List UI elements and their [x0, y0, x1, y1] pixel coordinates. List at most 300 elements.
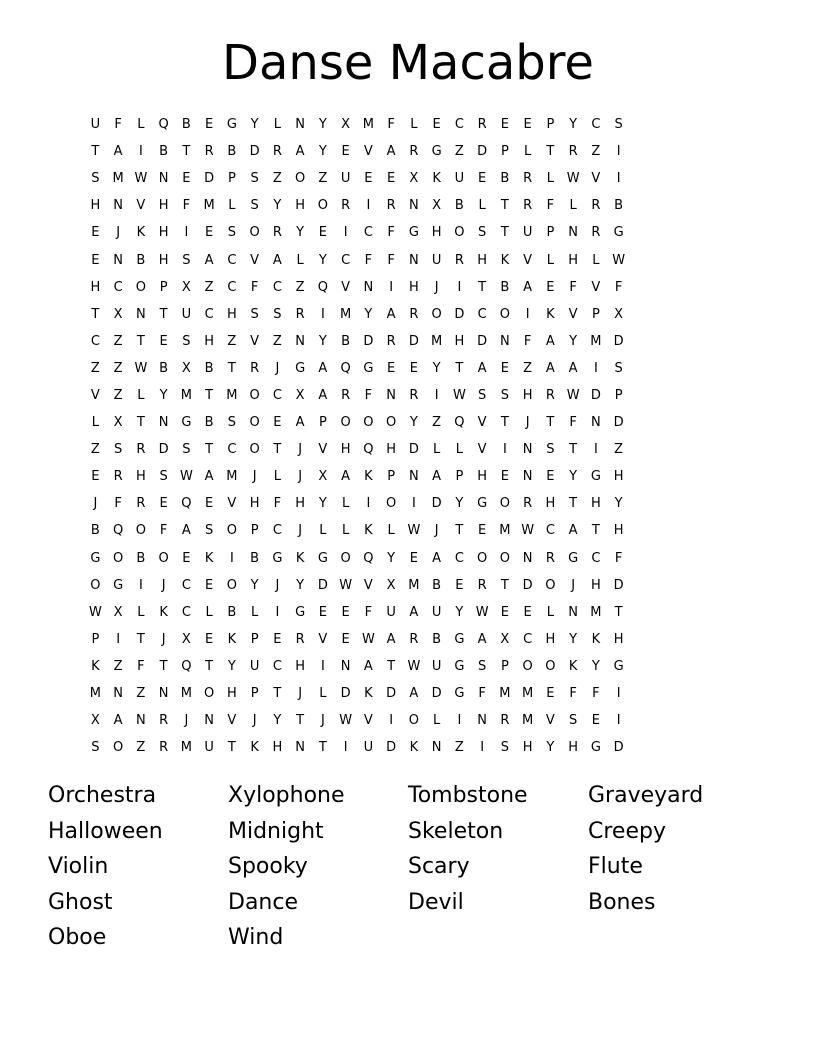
- grid-letter: S: [477, 225, 487, 241]
- grid-letter: O: [363, 415, 374, 431]
- grid-letter: C: [181, 604, 191, 620]
- grid-letter: R: [477, 577, 487, 593]
- grid-letter: Y: [318, 333, 327, 349]
- grid-letter: E: [91, 252, 100, 268]
- grid-letter: Z: [204, 279, 214, 295]
- grid-letter: F: [592, 686, 600, 702]
- grid-letter: F: [114, 117, 122, 133]
- grid-letter: Q: [181, 658, 192, 674]
- grid-letter: S: [91, 171, 100, 187]
- grid-letter: D: [431, 686, 442, 702]
- grid-letter: M: [180, 740, 192, 756]
- grid-letter: T: [478, 279, 487, 295]
- grid-letter: M: [340, 306, 352, 322]
- grid-letter: Q: [113, 523, 124, 539]
- grid-row: [84, 517, 630, 544]
- grid-letter: H: [431, 225, 442, 241]
- grid-letter: R: [136, 442, 146, 458]
- grid-letter: C: [272, 279, 282, 295]
- grid-letter: E: [523, 604, 532, 620]
- grid-letter: X: [90, 713, 100, 729]
- grid-letter: D: [363, 333, 374, 349]
- grid-letter: T: [205, 658, 214, 674]
- word-list-item: Graveyard: [588, 783, 704, 808]
- grid-letter: M: [431, 333, 443, 349]
- grid-letter: O: [204, 686, 215, 702]
- grid-letter: E: [273, 415, 282, 431]
- grid-letter: T: [591, 523, 600, 539]
- grid-letter: D: [386, 686, 397, 702]
- grid-letter: E: [205, 117, 214, 133]
- grid-letter: Y: [273, 198, 282, 214]
- grid-letter: C: [591, 117, 601, 133]
- grid-letter: Z: [113, 360, 123, 376]
- grid-letter: H: [295, 658, 306, 674]
- grid-letter: G: [613, 658, 624, 674]
- grid-letter: D: [590, 387, 601, 403]
- grid-letter: L: [546, 171, 554, 187]
- grid-letter: I: [616, 144, 621, 160]
- grid-letter: Q: [181, 496, 192, 512]
- grid-letter: T: [227, 360, 236, 376]
- grid-letter: J: [275, 577, 280, 593]
- grid-letter: D: [408, 442, 419, 458]
- grid-letter: R: [250, 360, 260, 376]
- grid-letter: T: [455, 360, 464, 376]
- grid-letter: M: [499, 523, 511, 539]
- grid-letter: B: [227, 604, 237, 620]
- grid-letter: N: [477, 713, 487, 729]
- grid-letter: M: [112, 171, 124, 187]
- grid-letter: A: [363, 658, 373, 674]
- grid-letter: Y: [455, 496, 464, 512]
- grid-letter: L: [433, 713, 441, 729]
- grid-letter: A: [386, 144, 396, 160]
- grid-letter: M: [590, 604, 602, 620]
- grid-letter: E: [91, 225, 100, 241]
- grid-letter: L: [524, 144, 532, 160]
- grid-letter: T: [614, 604, 623, 620]
- grid-letter: E: [159, 333, 168, 349]
- grid-letter: N: [113, 686, 123, 702]
- grid-letter: T: [91, 306, 100, 322]
- grid-letter: E: [387, 360, 396, 376]
- grid-letter: Q: [363, 550, 374, 566]
- grid-letter: A: [272, 252, 282, 268]
- grid-letter: J: [298, 469, 303, 485]
- grid-letter: A: [318, 360, 328, 376]
- grid-letter: H: [613, 631, 624, 647]
- grid-letter: L: [546, 604, 554, 620]
- grid-letter: H: [545, 631, 556, 647]
- grid-letter: S: [614, 117, 623, 133]
- grid-letter: O: [158, 550, 169, 566]
- grid-letter: S: [273, 306, 282, 322]
- grid-letter: Z: [523, 360, 533, 376]
- grid-letter: C: [272, 523, 282, 539]
- grid-letter: D: [158, 442, 169, 458]
- grid-letter: N: [158, 686, 169, 702]
- grid-letter: R: [295, 631, 305, 647]
- grid-letter: I: [616, 171, 621, 187]
- grid-letter: T: [159, 306, 168, 322]
- grid-letter: C: [523, 631, 533, 647]
- grid-letter: O: [135, 523, 146, 539]
- grid-letter: W: [452, 387, 466, 403]
- grid-letter: E: [182, 171, 191, 187]
- grid-letter: T: [296, 713, 305, 729]
- grid-letter: O: [454, 225, 465, 241]
- grid-row: [84, 382, 630, 409]
- grid-letter: E: [478, 523, 487, 539]
- grid-letter: J: [93, 496, 98, 512]
- grid-letter: H: [522, 387, 533, 403]
- grid-letter: Q: [454, 415, 465, 431]
- grid-letter: B: [204, 360, 214, 376]
- grid-letter: L: [342, 523, 350, 539]
- grid-letter: E: [91, 469, 100, 485]
- grid-letter: G: [181, 415, 192, 431]
- grid-letter: R: [523, 496, 533, 512]
- grid-letter: A: [181, 523, 191, 539]
- grid-letter: H: [158, 198, 169, 214]
- grid-letter: N: [386, 387, 396, 403]
- grid-letter: I: [343, 740, 348, 756]
- grid-letter: O: [249, 442, 260, 458]
- grid-letter: V: [227, 713, 237, 729]
- grid-letter: L: [205, 604, 213, 620]
- grid-letter: F: [137, 658, 145, 674]
- grid-letter: Y: [364, 306, 373, 322]
- grid-letter: A: [341, 469, 351, 485]
- grid-letter: H: [204, 333, 215, 349]
- grid-letter: G: [477, 496, 488, 512]
- grid-letter: K: [91, 658, 100, 674]
- grid-letter: W: [407, 658, 421, 674]
- grid-letter: C: [454, 117, 464, 133]
- grid-letter: Y: [318, 496, 327, 512]
- grid-letter: Q: [317, 279, 328, 295]
- grid-letter: T: [205, 442, 214, 458]
- grid-letter: N: [409, 252, 419, 268]
- grid-letter: X: [318, 469, 328, 485]
- grid-letter: L: [592, 252, 600, 268]
- grid-letter: R: [341, 387, 351, 403]
- grid-letter: P: [91, 631, 100, 647]
- grid-letter: F: [523, 333, 532, 349]
- grid-letter: G: [590, 469, 601, 485]
- grid-letter: V: [591, 279, 601, 295]
- grid-letter: W: [566, 171, 580, 187]
- grid-letter: N: [409, 198, 419, 214]
- grid-letter: L: [137, 387, 145, 403]
- grid-letter: C: [545, 523, 555, 539]
- grid-letter: E: [182, 550, 191, 566]
- grid-letter: Y: [296, 225, 305, 241]
- grid-letter: T: [227, 740, 236, 756]
- word-list-item: Midnight: [228, 818, 324, 844]
- grid-row: [84, 734, 630, 761]
- grid-letter: B: [432, 631, 442, 647]
- grid-letter: H: [135, 469, 146, 485]
- grid-letter: W: [407, 523, 421, 539]
- grid-letter: W: [179, 469, 193, 485]
- grid-letter: F: [387, 252, 395, 268]
- grid-letter: X: [614, 306, 624, 322]
- grid-letter: H: [295, 496, 306, 512]
- grid-letter: T: [159, 658, 168, 674]
- grid-letter: P: [250, 631, 259, 647]
- grid-letter: P: [614, 387, 623, 403]
- grid-letter: G: [568, 550, 579, 566]
- grid-letter: L: [137, 604, 145, 620]
- grid-letter: K: [500, 252, 510, 268]
- grid-letter: T: [273, 442, 282, 458]
- grid-letter: F: [569, 415, 577, 431]
- word-list-item: Tombstone: [408, 783, 528, 808]
- grid-letter: C: [113, 279, 123, 295]
- grid-letter: V: [591, 171, 601, 187]
- grid-letter: G: [408, 225, 419, 241]
- grid-letter: H: [568, 252, 579, 268]
- grid-letter: Z: [113, 658, 123, 674]
- grid-letter: Y: [250, 577, 259, 593]
- grid-letter: P: [546, 225, 555, 241]
- grid-letter: J: [571, 577, 576, 593]
- grid-letter: T: [546, 415, 555, 431]
- grid-letter: K: [250, 740, 259, 756]
- grid-letter: S: [113, 442, 123, 458]
- grid-letter: Z: [227, 333, 237, 349]
- grid-letter: V: [477, 415, 487, 431]
- grid-letter: L: [319, 523, 327, 539]
- grid-letter: T: [569, 442, 578, 458]
- grid-letter: P: [159, 279, 168, 295]
- grid-letter: Z: [454, 144, 464, 160]
- grid-letter: B: [432, 577, 442, 593]
- grid-letter: C: [363, 225, 373, 241]
- grid-letter: K: [364, 469, 373, 485]
- grid-letter: D: [408, 333, 419, 349]
- grid-letter: E: [455, 577, 464, 593]
- grid-letter: Z: [90, 442, 100, 458]
- letter-grid: [84, 111, 630, 761]
- grid-letter: A: [113, 713, 123, 729]
- grid-letter: H: [522, 740, 533, 756]
- grid-letter: B: [159, 360, 169, 376]
- grid-row: [84, 409, 630, 436]
- grid-letter: C: [341, 252, 351, 268]
- grid-letter: O: [226, 523, 237, 539]
- grid-letter: F: [387, 117, 395, 133]
- grid-letter: T: [136, 631, 145, 647]
- grid-letter: K: [568, 658, 578, 674]
- grid-letter: U: [522, 225, 533, 241]
- grid-letter: Y: [569, 631, 578, 647]
- grid-letter: E: [205, 631, 214, 647]
- grid-letter: I: [366, 496, 371, 512]
- grid-letter: X: [409, 171, 419, 187]
- grid-letter: V: [250, 252, 260, 268]
- grid-letter: N: [158, 415, 169, 431]
- grid-letter: Q: [363, 442, 374, 458]
- grid-letter: Y: [227, 658, 236, 674]
- grid-letter: O: [545, 577, 556, 593]
- word-list-item: Flute: [588, 854, 643, 880]
- grid-letter: N: [522, 442, 533, 458]
- grid-letter: Y: [569, 333, 578, 349]
- grid-letter: V: [363, 577, 373, 593]
- grid-letter: G: [454, 658, 465, 674]
- grid-letter: F: [387, 225, 395, 241]
- grid-letter: C: [227, 442, 237, 458]
- grid-letter: E: [546, 686, 555, 702]
- grid-letter: L: [296, 252, 304, 268]
- grid-letter: S: [91, 740, 100, 756]
- grid-letter: K: [432, 171, 441, 187]
- grid-letter: H: [272, 740, 283, 756]
- grid-letter: M: [180, 686, 192, 702]
- grid-letter: E: [205, 225, 214, 241]
- grid-letter: G: [363, 360, 374, 376]
- grid-row: [84, 626, 630, 653]
- grid-row: [84, 599, 630, 626]
- word-list-item: Xylophone: [228, 783, 345, 808]
- grid-letter: D: [431, 496, 442, 512]
- puzzle-title: Danse Macabre: [222, 35, 594, 91]
- grid-letter: G: [295, 604, 306, 620]
- grid-letter: I: [525, 306, 530, 322]
- grid-letter: S: [182, 333, 191, 349]
- grid-letter: I: [593, 360, 598, 376]
- word-list-item: Ghost: [48, 889, 113, 915]
- grid-letter: D: [204, 171, 215, 187]
- grid-letter: A: [568, 523, 578, 539]
- grid-letter: Z: [272, 171, 282, 187]
- grid-letter: O: [90, 577, 101, 593]
- grid-letter: K: [159, 604, 168, 620]
- word-list-item: Scary: [408, 854, 470, 880]
- grid-letter: Z: [136, 740, 146, 756]
- grid-letter: B: [500, 279, 510, 295]
- grid-letter: L: [319, 686, 327, 702]
- grid-letter: Q: [158, 117, 169, 133]
- grid-letter: F: [364, 604, 373, 620]
- grid-letter: I: [457, 279, 462, 295]
- grid-letter: G: [613, 225, 624, 241]
- grid-letter: R: [204, 144, 214, 160]
- grid-letter: H: [590, 577, 601, 593]
- grid-letter: S: [159, 469, 168, 485]
- grid-letter: E: [500, 117, 509, 133]
- grid-letter: I: [229, 550, 234, 566]
- grid-letter: N: [409, 469, 419, 485]
- grid-letter: V: [545, 713, 555, 729]
- grid-letter: R: [500, 713, 510, 729]
- grid-row: [84, 111, 630, 138]
- grid-letter: U: [340, 171, 351, 187]
- grid-letter: M: [180, 387, 192, 403]
- grid-letter: A: [204, 469, 214, 485]
- grid-letter: U: [386, 604, 396, 620]
- grid-letter: E: [478, 171, 487, 187]
- grid-letter: R: [409, 387, 419, 403]
- grid-letter: O: [522, 658, 533, 674]
- grid-letter: A: [432, 469, 442, 485]
- grid-letter: Y: [318, 252, 327, 268]
- grid-letter: P: [455, 469, 464, 485]
- grid-letter: N: [295, 740, 305, 756]
- grid-letter: P: [500, 144, 509, 160]
- grid-letter: I: [434, 387, 439, 403]
- grid-letter: B: [614, 198, 624, 214]
- grid-letter: F: [614, 279, 623, 295]
- grid-letter: L: [91, 415, 99, 431]
- grid-letter: N: [295, 333, 305, 349]
- grid-letter: N: [136, 713, 146, 729]
- grid-letter: O: [317, 198, 328, 214]
- grid-letter: I: [184, 225, 189, 241]
- grid-letter: U: [431, 604, 442, 620]
- grid-letter: B: [181, 117, 191, 133]
- grid-letter: W: [134, 171, 148, 187]
- grid-row: [84, 490, 630, 517]
- grid-letter: K: [295, 550, 305, 566]
- grid-letter: H: [226, 306, 237, 322]
- grid-letter: J: [161, 631, 166, 647]
- grid-letter: J: [434, 523, 439, 539]
- grid-letter: M: [499, 686, 511, 702]
- grid-row: [84, 707, 630, 734]
- grid-letter: N: [568, 604, 578, 620]
- grid-letter: D: [386, 740, 397, 756]
- grid-letter: A: [386, 306, 396, 322]
- grid-letter: F: [114, 496, 122, 512]
- grid-letter: M: [522, 713, 534, 729]
- grid-letter: A: [113, 144, 123, 160]
- grid-letter: F: [364, 387, 373, 403]
- grid-letter: W: [566, 387, 580, 403]
- grid-letter: R: [386, 198, 396, 214]
- grid-letter: S: [182, 442, 191, 458]
- grid-letter: O: [249, 387, 260, 403]
- grid-letter: O: [545, 658, 556, 674]
- grid-row: [84, 680, 630, 707]
- grid-letter: A: [523, 279, 533, 295]
- grid-letter: I: [366, 198, 371, 214]
- grid-letter: W: [612, 252, 626, 268]
- grid-letter: H: [158, 252, 169, 268]
- grid-letter: U: [431, 658, 442, 674]
- grid-letter: E: [387, 171, 396, 187]
- grid-letter: A: [318, 387, 328, 403]
- grid-letter: V: [318, 631, 328, 647]
- grid-letter: D: [454, 306, 465, 322]
- grid-letter: U: [90, 117, 101, 133]
- grid-letter: T: [182, 144, 191, 160]
- grid-letter: O: [295, 171, 306, 187]
- grid-row: [84, 545, 630, 572]
- grid-letter: X: [386, 577, 396, 593]
- grid-letter: F: [159, 523, 168, 539]
- word-list-item: Creepy: [588, 818, 666, 844]
- grid-letter: E: [318, 604, 327, 620]
- grid-letter: Y: [273, 713, 282, 729]
- grid-letter: H: [590, 496, 601, 512]
- grid-letter: S: [477, 658, 487, 674]
- grid-letter: O: [135, 279, 146, 295]
- grid-letter: W: [521, 523, 535, 539]
